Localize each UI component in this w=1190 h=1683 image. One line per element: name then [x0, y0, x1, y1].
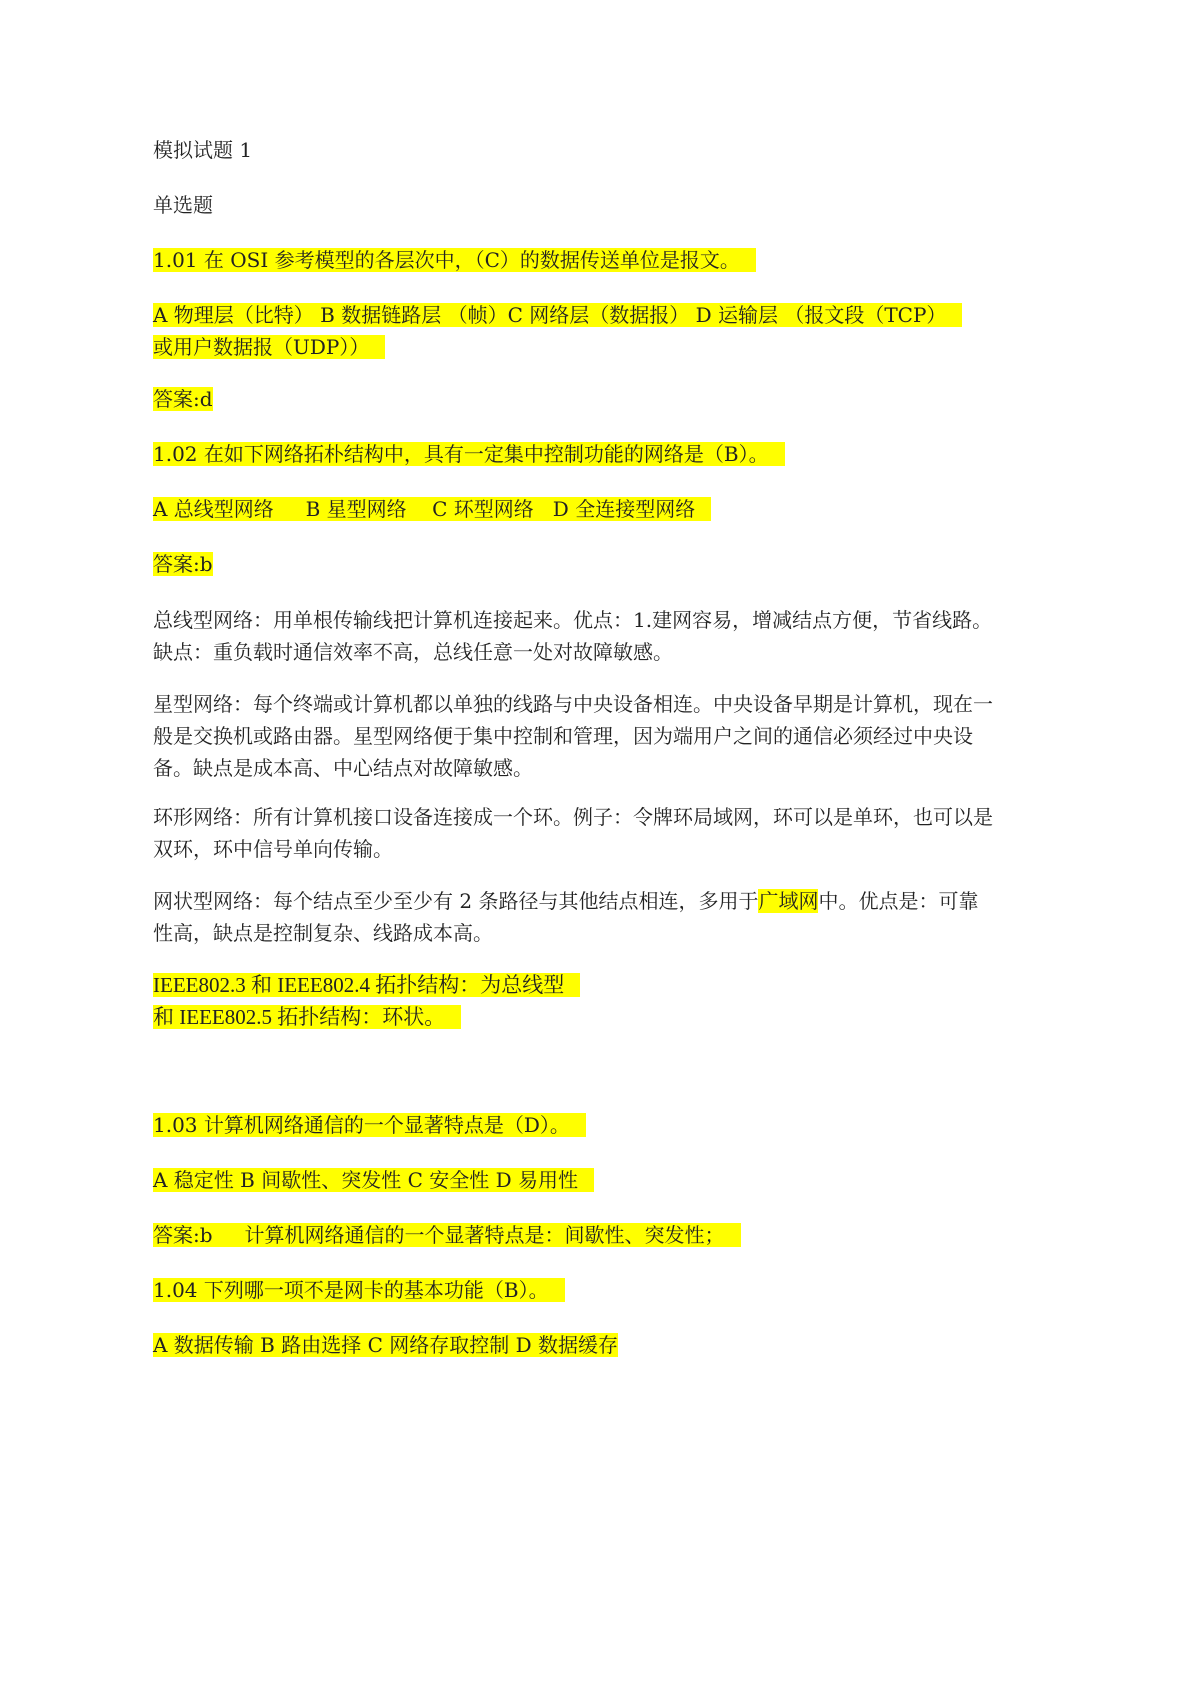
- question-4-stem: 1.04 下列哪一项不是网卡的基本功能（B）。: [153, 1274, 993, 1306]
- explanation-mesh-network: 网状型网络：每个结点至少至少有 2 条路径与其他结点相连，多用于广域网中。优点是：可靠性高，缺点是控制复杂、线路成本高。: [153, 889, 979, 945]
- ieee-line-1: IEEE802.3 和 IEEE802.4 拓扑结构：为总线型: [153, 973, 580, 997]
- question-3-options: A 稳定性 B 间歇性、突发性 C 安全性 D 易用性: [153, 1164, 993, 1196]
- highlighted-term-wan: 广域网: [758, 889, 819, 913]
- ieee-topology-note: [153, 969, 993, 1033]
- question-1-options-line2: 或用户数据报（UDP））: [153, 335, 385, 359]
- question-1-stem: 1.01 在 OSI 参考模型的各层次中，（C）的数据传送单位是报文。: [153, 244, 993, 276]
- question-3-answer: [153, 1219, 993, 1251]
- question-3-answer-note: 计算机网络通信的一个显著特点是：间歇性、突发性；: [245, 1223, 741, 1247]
- question-2-answer: 答案:b: [153, 552, 213, 576]
- question-3-answer-label: 答案:b: [153, 1223, 245, 1247]
- question-2-options: A 总线型网络 B 星型网络 C 环型网络 D 全连接型网络: [153, 493, 993, 525]
- question-3-stem: 1.03 计算机网络通信的一个显著特点是（D）。: [153, 1109, 993, 1141]
- page-title: 模拟试题 1: [153, 138, 253, 162]
- explanation-ring-network: 环形网络：所有计算机接口设备连接成一个环。例子：令牌环局域网，环可以是单环，也可以是双环，环中信号单向传输。: [153, 805, 993, 861]
- question-4-options: A 数据传输 B 路由选择 C 网络存取控制 D 数据缓存: [153, 1333, 618, 1357]
- explanation-bus-network: 总线型网络：用单根传输线把计算机连接起来。优点：1.建网容易，增减结点方便，节省线路。缺点：重负载时通信效率不高，总线任意一处对故障敏感。: [153, 608, 993, 664]
- ieee-line-2: 和 IEEE802.5 拓扑结构：环状。: [153, 1005, 461, 1029]
- question-2-stem: 1.02 在如下网络拓朴结构中，具有一定集中控制功能的网络是（B）。: [153, 438, 993, 470]
- section-heading: 单选题: [153, 193, 213, 217]
- question-1-options-line1: A 物理层（比特） B 数据链路层 （帧）C 网络层（数据报） D 运输层 （报文段（TCP）: [153, 303, 962, 327]
- question-1-answer: 答案:d: [153, 387, 213, 411]
- question-1-options: [153, 299, 993, 363]
- explanation-star-network: 星型网络：每个终端或计算机都以单独的线路与中央设备相连。中央设备早期是计算机，现在一般是交换机或路由器。星型网络便于集中控制和管理，因为端用户之间的通信必须经过中央设备。缺点是成本高、中心结点对故障敏感。: [153, 692, 993, 780]
